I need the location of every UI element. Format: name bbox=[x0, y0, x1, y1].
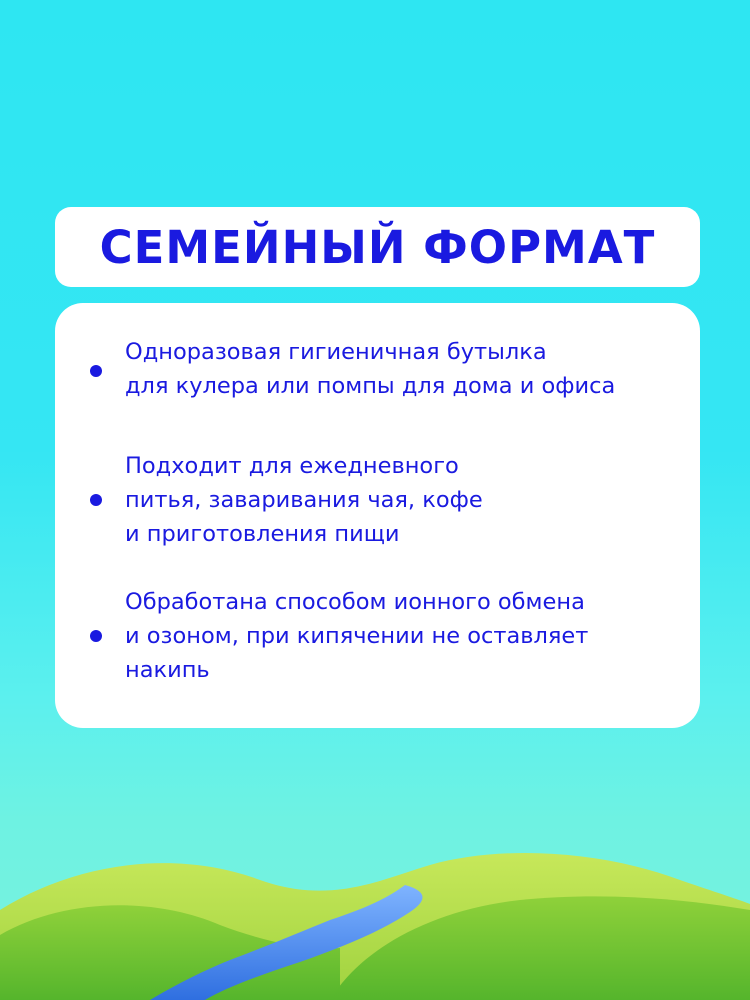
bullet-dot-icon bbox=[90, 630, 102, 642]
bullet-dot-icon bbox=[90, 365, 102, 377]
bullet-dot-icon bbox=[90, 494, 102, 506]
feature-text: Одноразовая гигиеничная бутылка для кулера или помпы для дома и офиса bbox=[125, 339, 616, 399]
hills-and-river-illustration bbox=[0, 840, 750, 1000]
title-banner bbox=[55, 207, 700, 287]
feature-text: Подходит для ежедневного питья, заваривания чая, кофе и приготовления пищи bbox=[125, 453, 483, 547]
features-card bbox=[55, 303, 700, 728]
page-title: СЕМЕЙНЫЙ ФОРМАТ bbox=[99, 220, 656, 274]
feature-text: Обработана способом ионного обмена и озоном, при кипячении не оставляет накипь bbox=[125, 589, 589, 683]
